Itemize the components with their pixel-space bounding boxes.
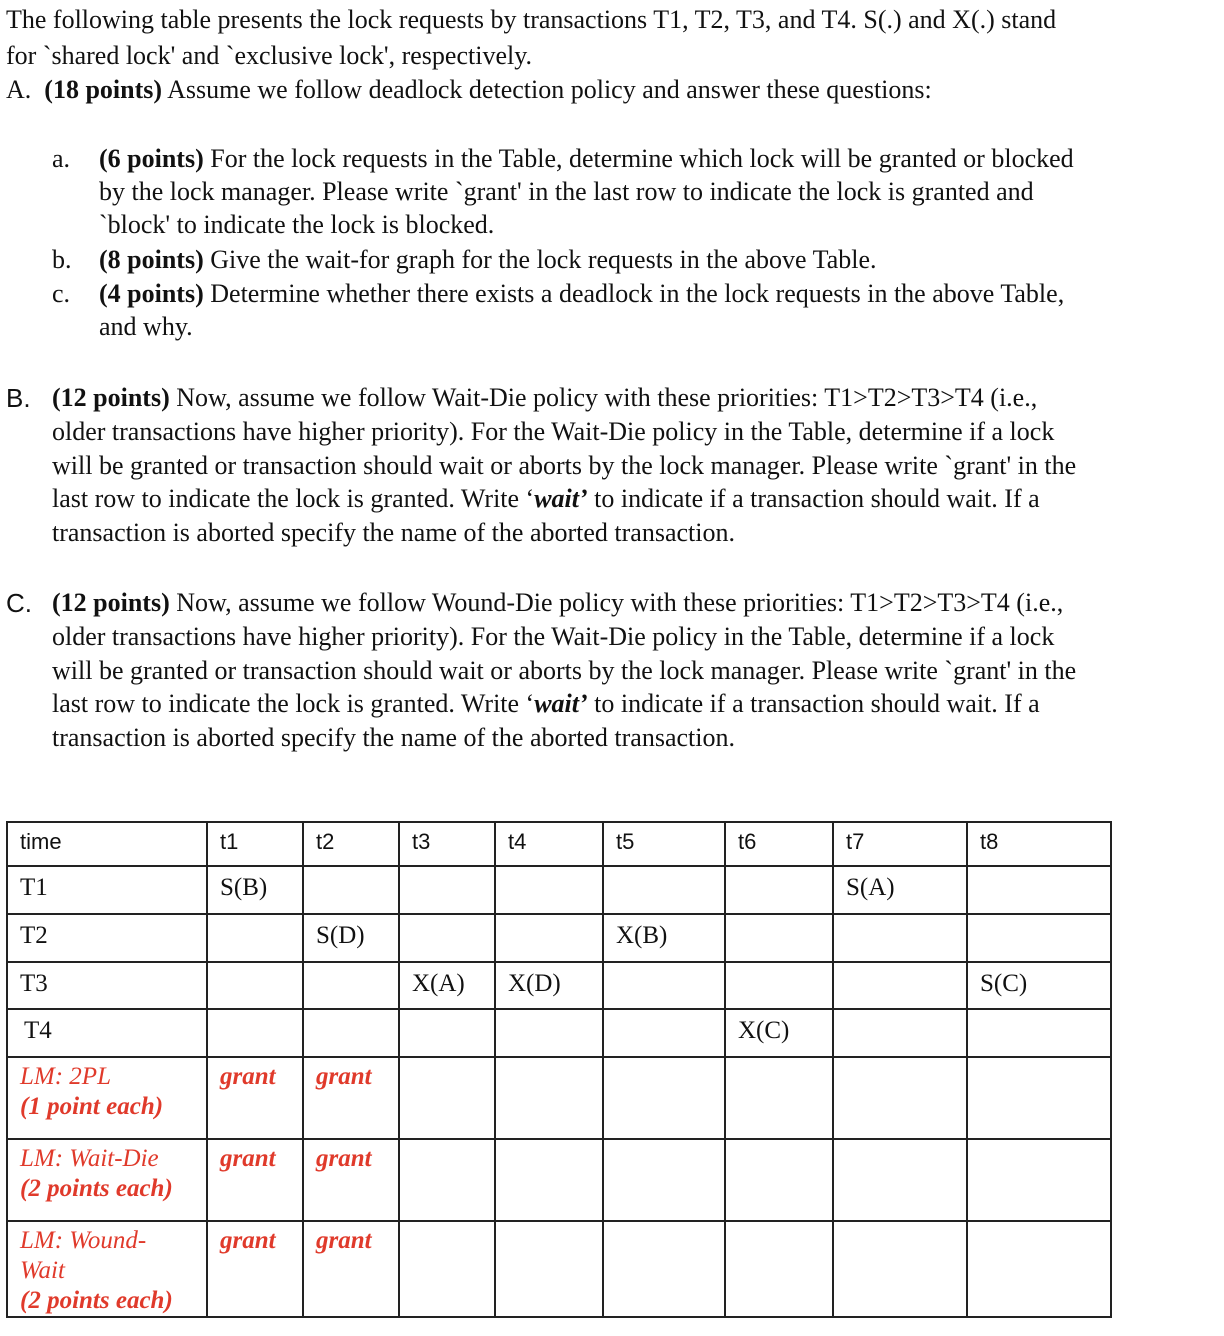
lm-wait-die-label: LM: Wait-Die [20,1145,159,1172]
cell [303,1009,399,1057]
item-a-text-1: For the lock requests in the Table, determine which lock will be granted or blocked [210,144,1074,173]
item-c-line-2: and why. [99,312,193,341]
header-t3: t3 [399,822,495,866]
part-a-letter: A. [6,75,32,104]
part-c-text-1: Now, assume we follow Wound-Die policy with these priorities: T1>T2>T3>T4 (i.e., [176,588,1064,617]
item-c-line-1 [99,278,1064,310]
row-label-lm-wait-die [7,1139,207,1221]
answer-cell[interactable] [399,1139,495,1221]
answer-cell[interactable] [833,1221,967,1317]
table-row-lm-2pl [7,1057,1111,1139]
item-a-letter: a. [52,144,71,173]
cell [603,866,725,914]
cell [207,1009,303,1057]
answer-cell[interactable]: grant [303,1221,399,1317]
answer-cell[interactable] [725,1057,833,1139]
header-time: time [7,822,207,866]
row-label-lm-wound-wait [7,1221,207,1317]
cell [967,914,1111,962]
row-label-t1: T1 [7,866,207,914]
cell [967,866,1111,914]
answer-cell[interactable] [725,1139,833,1221]
cell [603,1009,725,1057]
part-b-line-1 [52,382,1037,414]
cell [207,914,303,962]
part-c-line-3: will be granted or transaction should wait or aborts by the lock manager. Please write `grant' in the [52,656,1077,685]
cell: X(A) [399,962,495,1009]
lm-wait-die-points: (2 points each) [20,1175,173,1202]
part-c-line-4-post: to indicate if a transaction should wait. If a [587,689,1040,718]
answer-cell[interactable] [495,1057,603,1139]
table-row-t3 [7,962,1111,1009]
answer-cell[interactable]: grant [303,1139,399,1221]
part-a-points: (18 points) [44,75,163,104]
part-c-line-4 [52,688,1040,720]
part-c-letter: C. [6,588,32,618]
cell [725,914,833,962]
table-row-lm-wound-wait [7,1221,1111,1317]
answer-cell[interactable] [967,1139,1111,1221]
cell: X(B) [603,914,725,962]
header-t8: t8 [967,822,1111,866]
part-b-line-3: will be granted or transaction should wait or aborts by the lock manager. Please write `grant' in the [52,451,1077,480]
part-b-wait-term: wait’ [534,484,588,513]
header-t5: t5 [603,822,725,866]
part-b-points: (12 points) [52,383,170,412]
lm-2pl-label: LM: 2PL [20,1063,111,1090]
cell [303,962,399,1009]
item-a-line-1 [99,143,1074,175]
header-t6: t6 [725,822,833,866]
answer-cell[interactable] [967,1057,1111,1139]
cell: S(A) [833,866,967,914]
part-b-line-4-post: to indicate if a transaction should wait. If a [587,484,1040,513]
item-c-points: (4 points) [99,279,204,308]
answer-cell[interactable] [399,1221,495,1317]
lm-2pl-points: (1 point each) [20,1093,164,1120]
cell [833,1009,967,1057]
answer-cell[interactable] [833,1139,967,1221]
cell: X(C) [725,1009,833,1057]
cell [399,1009,495,1057]
part-b-line-5: transaction is aborted specify the name of the aborted transaction. [52,518,735,547]
item-c-letter: c. [52,279,71,308]
answer-cell[interactable]: grant [207,1057,303,1139]
table-header-row [7,822,1111,866]
lm-wound-wait-label-2: Wait [20,1257,65,1284]
answer-cell[interactable] [495,1139,603,1221]
answer-cell[interactable]: grant [207,1221,303,1317]
lm-wound-wait-label-1: LM: Wound- [20,1227,147,1254]
cell: S(B) [207,866,303,914]
lm-wound-wait-points: (2 points each) [20,1287,173,1314]
intro-line-2: for `shared lock' and `exclusive lock', respectively. [6,41,533,70]
cell [833,962,967,1009]
answer-cell[interactable] [495,1221,603,1317]
part-a-text: Assume we follow deadlock detection policy and answer these questions: [167,75,932,104]
row-label-t3: T3 [7,962,207,1009]
answer-cell[interactable] [603,1221,725,1317]
header-t7: t7 [833,822,967,866]
cell [603,962,725,1009]
cell [495,914,603,962]
part-c-line-5: transaction is aborted specify the name of the aborted transaction. [52,723,735,752]
item-a-line-2: by the lock manager. Please write `grant' in the last row to indicate the lock is granted and [99,177,1034,206]
cell [725,866,833,914]
item-c-text-1: Determine whether there exists a deadlock in the lock requests in the above Table, [210,279,1065,308]
cell [495,1009,603,1057]
header-t1: t1 [207,822,303,866]
table-row-lm-wait-die [7,1139,1111,1221]
part-b-line-2: older transactions have higher priority). For the Wait-Die policy in the Table, determine if a lock [52,417,1055,446]
answer-cell[interactable] [833,1057,967,1139]
table-row-t4 [7,1009,1111,1057]
part-b-line-4-pre: last row to indicate the lock is granted. Write ‘ [52,484,535,513]
part-b-letter: B. [6,383,31,413]
answer-cell[interactable]: grant [207,1139,303,1221]
cell: S(D) [303,914,399,962]
item-a-line-3: `block' to indicate the lock is blocked. [99,210,495,239]
answer-cell[interactable] [399,1057,495,1139]
row-label-t4: T4 [7,1009,207,1057]
intro-line-1: The following table presents the lock requests by transactions T1, T2, T3, and T4. S(.) and X(.) stand [6,5,1057,34]
table-row-t2 [7,914,1111,962]
header-t4: t4 [495,822,603,866]
cell [399,914,495,962]
answer-cell[interactable] [967,1221,1111,1317]
part-c-wait-term: wait’ [534,689,588,718]
item-a-points: (6 points) [99,144,204,173]
row-label-lm-2pl [7,1057,207,1139]
cell [495,866,603,914]
cell [303,866,399,914]
cell [399,866,495,914]
answer-cell[interactable] [603,1139,725,1221]
answer-cell[interactable]: grant [303,1057,399,1139]
cell: S(C) [967,962,1111,1009]
cell [725,962,833,1009]
header-t2: t2 [303,822,399,866]
cell [833,914,967,962]
row-label-t2: T2 [7,914,207,962]
lock-request-table [6,821,1112,1318]
part-c-line-2: older transactions have higher priority). For the Wait-Die policy in the Table, determine if a lock [52,622,1055,651]
answer-cell[interactable] [725,1221,833,1317]
cell: X(D) [495,962,603,1009]
table-row-t1 [7,866,1111,914]
cell [967,1009,1111,1057]
part-b-line-4 [52,483,1040,515]
item-b-line-1 [99,244,877,276]
part-c-points: (12 points) [52,588,170,617]
item-b-text-1: Give the wait-for graph for the lock requests in the above Table. [210,245,877,274]
part-c-line-1 [52,587,1063,619]
cell [207,962,303,1009]
item-b-letter: b. [52,245,72,274]
answer-cell[interactable] [603,1057,725,1139]
part-c-line-4-pre: last row to indicate the lock is granted. Write ‘ [52,689,535,718]
item-b-points: (8 points) [99,245,204,274]
part-a-heading [6,74,932,106]
part-b-text-1: Now, assume we follow Wait-Die policy with these priorities: T1>T2>T3>T4 (i.e., [176,383,1038,412]
